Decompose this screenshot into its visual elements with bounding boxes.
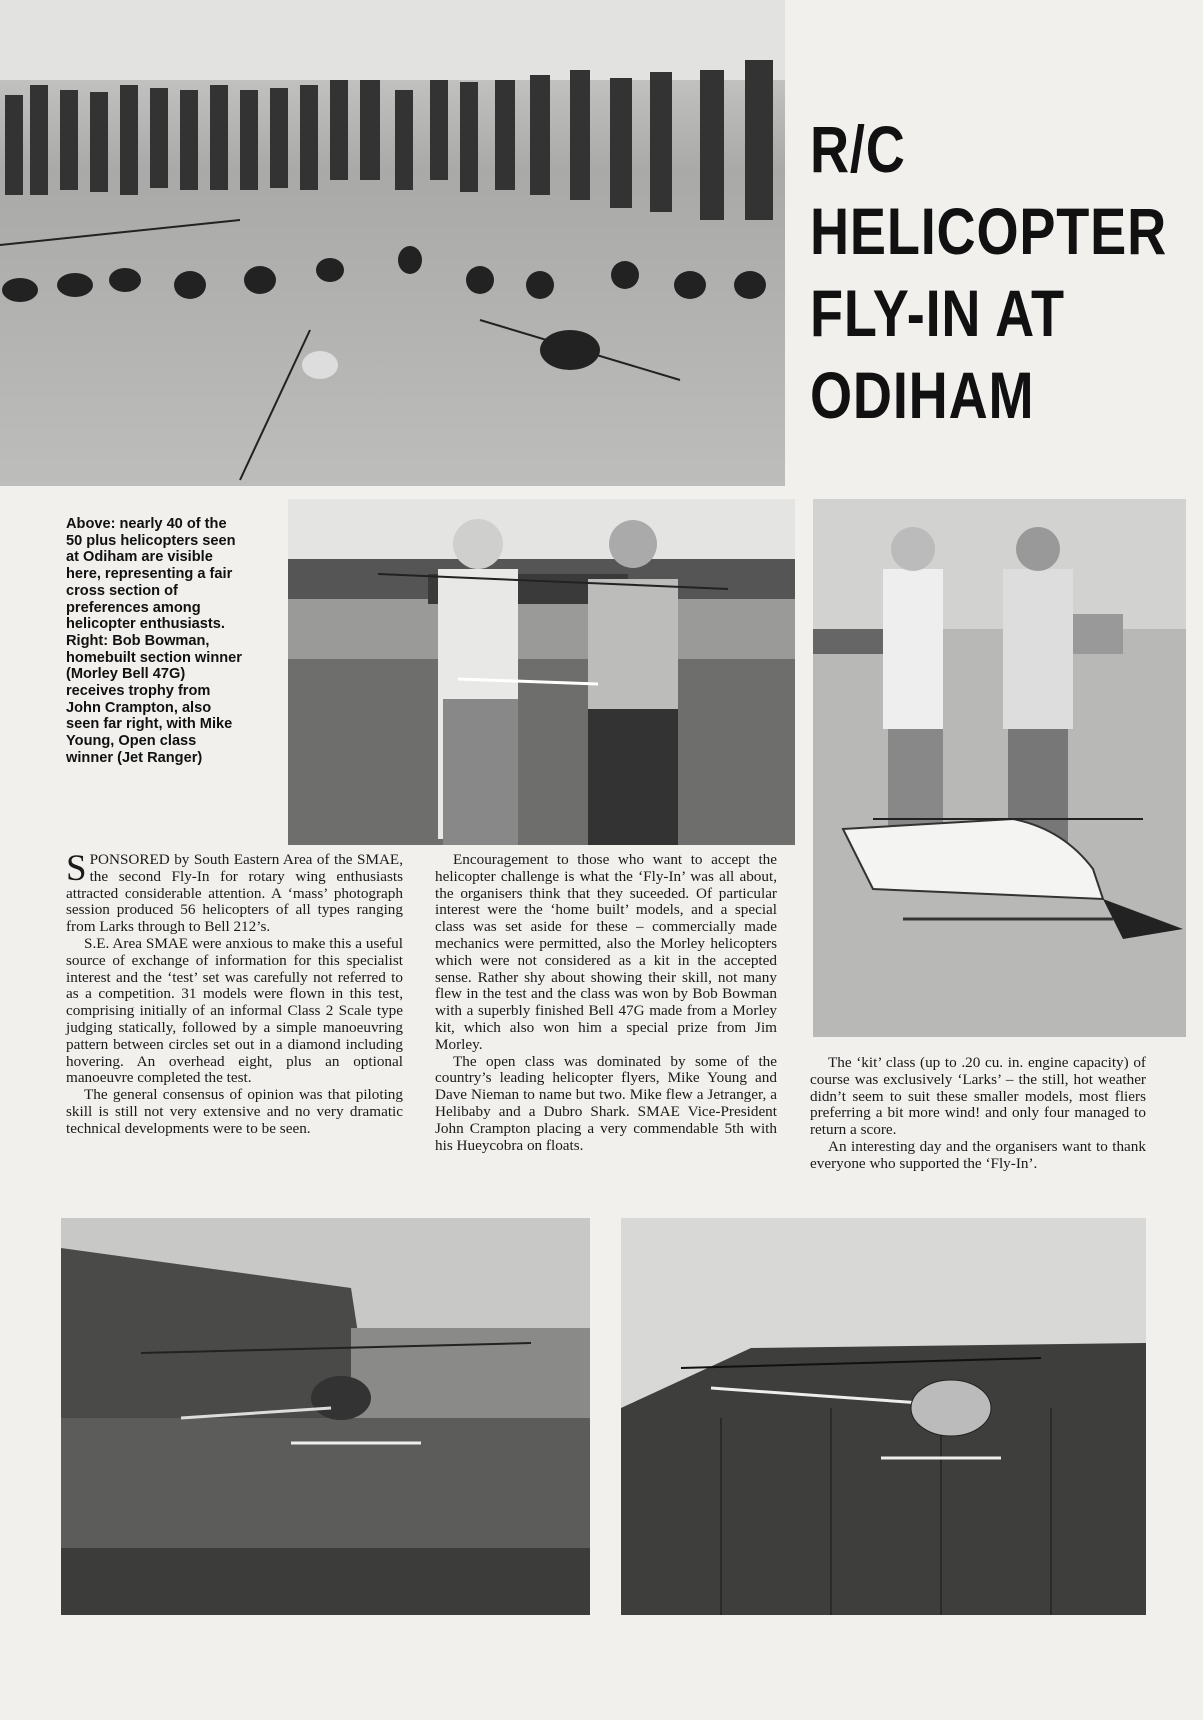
photo-handshake-jetranger [813, 499, 1186, 1037]
photo-hovering-helicopter-right [621, 1218, 1146, 1615]
title-line: ODIHAM [810, 358, 1035, 432]
paragraph: The open class was dominated by some of the country’s leading helicopter flyers, Mike Young and Dave Nieman to name but two. Mike flew a Jetranger, a Helibaby and a Dubro Shark. SMAE Vice-President John Crampton placing a very commendable 5th with his Hueycobra on floats. [435, 1052, 777, 1154]
drop-cap: S [66, 848, 87, 889]
photo-caption: Above: nearly 40 of the 50 plus helicopters seen at Odiham are visible here, representing a fair cross section of preferences among helicopter enthusiasts. Right: Bob Bowman, homebuilt section winner (Morley Bell 47G) receives trophy from John Crampton, also seen far right, with Mike Young, Open class winner (Jet Ranger) [66, 516, 242, 766]
title-line: R/C [810, 112, 906, 186]
article-title [810, 108, 1167, 436]
article-column-2 [435, 852, 777, 1154]
article-column-3 [810, 1055, 1146, 1173]
paragraph [66, 848, 403, 936]
paragraph: S.E. Area SMAE were anxious to make this a useful source of exchange of information for this specialist interest and the ‘test’ set was carefully not referred to as a competition. 31 models were flown in this test, comprising initially of an informal Class 2 Scale type judging statically, followed by a simple manoeuvring pattern between circles set out in a diamond including hovering. An overhead eight, plus an optional manoeuvre completed the test. [66, 934, 403, 1087]
photo-trophy-presentation [288, 499, 795, 845]
paragraph: An interesting day and the organisers want to thank everyone who supported the ‘Fly-In’. [810, 1137, 1146, 1172]
paragraph: Encouragement to those who want to accept the helicopter challenge is what the ‘Fly-In’ was all about, the organisers think that they suceeded. Of particular interest were the ‘home built’ models, and a special class was set aside for these – commercially made mechanics were permitted, also the Morley helicopters which were not considered as a kit in the accepted sense. Rather shy about showing their skill, not many flew in the test and the class was won by Bob Bowman with a superbly finished Bell 47G made from a Morley kit, which also won him a special prize from Jim Morley. [435, 851, 777, 1053]
title-line: FLY-IN AT [810, 276, 1065, 350]
paragraph: The ‘kit’ class (up to .20 cu. in. engine capacity) of course was exclusively ‘Larks’ – the still, hot weather didn’t seem to suit these smaller models, most fliers preferring a bit more wind! and only four managed to return a score. [810, 1054, 1146, 1139]
paragraph: The general consensus of opinion was that piloting skill is still not very extensive and no very dramatic technical developments were to be seen. [66, 1086, 403, 1137]
article-column-1 [66, 848, 403, 1138]
photo-hovering-helicopter-left [61, 1218, 590, 1615]
title-line: HELICOPTER [810, 194, 1167, 268]
photo-helicopter-lineup [0, 0, 785, 486]
paragraph-text: PONSORED by South Eastern Area of the SMAE, the second Fly-In for rotary wing enthusiasts attracted considerable attention. A ‘mass’ photograph session produced 56 helicopters of all types ranging from Larks through to Bell 212’s. [66, 851, 403, 936]
